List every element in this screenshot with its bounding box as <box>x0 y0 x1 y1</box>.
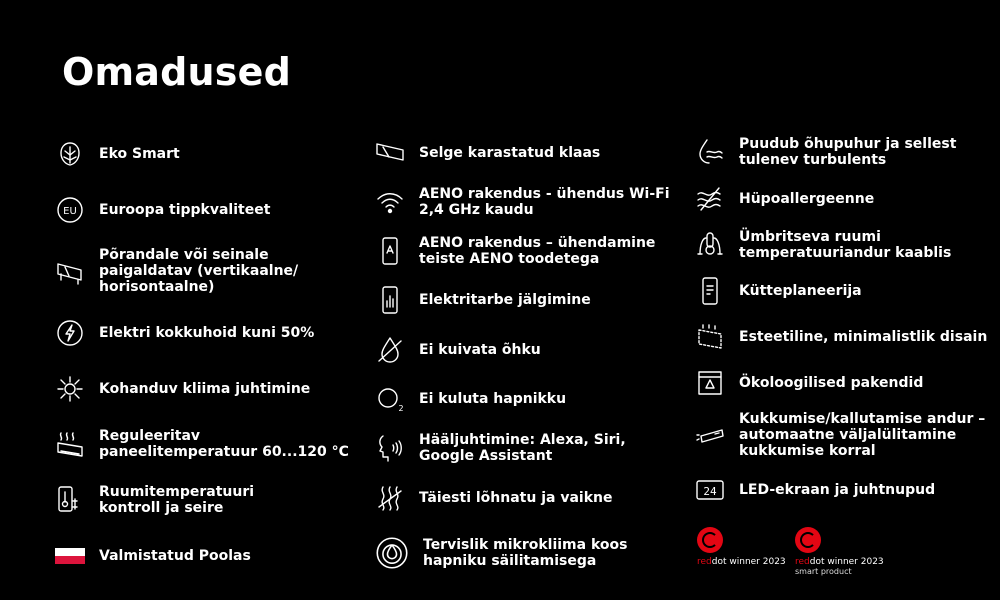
feature-no-dry-air <box>375 335 541 365</box>
feature-label: Hüpoallergeenne <box>739 191 875 207</box>
feature-label: Ruumitemperatuuri kontroll ja seire <box>99 484 255 516</box>
feature-label: AENO rakendus - ühendus Wi-Fi 2,4 GHz kaudu <box>419 186 670 218</box>
feature-tempered-glass <box>375 138 600 168</box>
feature-label: Kukkumise/kallutamise andur – automaatne väljalülitamine kukkumise korral <box>739 411 986 459</box>
feature-odorless <box>375 483 612 513</box>
tempered-glass-icon <box>375 138 405 168</box>
feature-eco-smart <box>55 139 180 169</box>
reddot-logo <box>697 527 723 553</box>
feature-label: Tervislik mikrokliima koos hapniku säilitamisega <box>423 537 628 569</box>
feature-wifi-app <box>375 186 670 218</box>
feature-label: Eko Smart <box>99 146 180 162</box>
feature-cable-sensor <box>695 229 951 261</box>
hypoallergenic-icon <box>695 184 725 214</box>
cable-sensor-icon <box>695 230 725 260</box>
feature-label: Kütteplaneerija <box>739 283 862 299</box>
eu-icon-text: EU <box>63 206 77 217</box>
feature-label: Euroopa tippkvaliteet <box>99 202 271 218</box>
climate-control-icon <box>55 374 85 404</box>
odorless-icon <box>375 483 405 513</box>
feature-label: Elektri kokkuhoid kuni 50% <box>99 325 315 341</box>
feature-led-display <box>695 475 935 505</box>
feature-label: Ei kuivata õhku <box>419 342 541 358</box>
feature-label: Puudub õhupuhur ja sellest tulenev turbulents <box>739 136 957 168</box>
feature-label: Ökoloogilised pakendid <box>739 375 924 391</box>
oxygen-subscript: 2 <box>398 404 404 413</box>
feature-energy-monitoring <box>375 285 591 315</box>
feature-label: Kohanduv kliima juhtimine <box>99 381 311 397</box>
feature-label: Selge karastatud klaas <box>419 145 601 161</box>
feature-no-oxygen-burn <box>375 384 566 414</box>
wifi-icon <box>375 187 405 217</box>
feature-hypoallergenic <box>695 184 874 214</box>
design-panel-icon <box>695 322 725 352</box>
no-turbulence-icon <box>695 137 725 167</box>
app-phone-icon <box>375 236 405 266</box>
feature-aeno-connect <box>375 235 655 267</box>
feature-label: Esteetiline, minimalistlik disain <box>739 329 988 345</box>
energy-monitor-icon <box>375 285 405 315</box>
feature-label: Ümbritseva ruumi temperatuuriandur kaablis <box>739 229 952 261</box>
scheduler-phone-icon <box>695 276 725 306</box>
heat-panel-icon <box>55 429 85 459</box>
eco-smart-icon <box>55 139 85 169</box>
feature-label: Reguleeritav paneelitemperatuur 60...120 °C <box>99 428 349 460</box>
feature-label: Täiesti lõhnatu ja vaikne <box>419 490 613 506</box>
page-title: Omadused <box>62 50 291 94</box>
feature-label: Ei kuluta hapnikku <box>419 391 567 407</box>
feature-label: Valmistatud Poolas <box>99 548 251 564</box>
thermometer-phone-icon <box>55 485 85 515</box>
feature-eco-packaging <box>695 368 923 398</box>
feature-label: Elektritarbe jälgimine <box>419 292 591 308</box>
feature-voice-control <box>375 432 626 464</box>
feature-label: AENO rakendus – ühendamine teiste AENO toodetega <box>419 235 656 267</box>
feature-climate-control <box>55 374 310 404</box>
feature-room-temp-control <box>55 484 254 516</box>
award-caption: reddot winner 2023 <box>697 557 786 567</box>
feature-eu-quality <box>55 195 270 225</box>
feature-tilt-sensor <box>695 411 985 459</box>
reddot-logo <box>795 527 821 553</box>
feature-panel-temperature <box>55 428 349 460</box>
award-caption: reddot winner 2023 <box>795 557 884 567</box>
feature-heating-scheduler <box>695 276 862 306</box>
feature-mounting <box>55 247 298 295</box>
feature-minimalist-design <box>695 322 987 352</box>
feature-made-in-poland <box>55 541 251 571</box>
tilt-sensor-icon <box>695 420 725 450</box>
oxygen-icon <box>375 384 405 414</box>
feature-label: Hääljuhtimine: Alexa, Siri, Google Assistant <box>419 432 626 464</box>
feature-label: Põrandale või seinale paigaldatav (vertikaalne/ horisontaalne) <box>99 247 299 295</box>
feature-no-turbulence <box>695 136 956 168</box>
poland-flag-icon <box>55 541 85 571</box>
microclimate-icon <box>375 536 409 570</box>
humidity-drop-icon <box>375 335 405 365</box>
eu-icon <box>55 195 85 225</box>
feature-microclimate <box>375 536 627 570</box>
led-display-icon <box>695 475 725 505</box>
feature-energy-saving <box>55 318 314 348</box>
eco-package-icon <box>695 368 725 398</box>
reddot-award-1 <box>697 527 786 567</box>
led-digits: 24 <box>703 485 717 498</box>
voice-control-icon <box>375 433 405 463</box>
award-subcaption: smart product <box>795 567 852 576</box>
lightning-icon <box>55 318 85 348</box>
feature-label: LED-ekraan ja juhtnupud <box>739 482 936 498</box>
reddot-award-2 <box>795 527 884 576</box>
mounting-panel-icon <box>55 256 85 286</box>
